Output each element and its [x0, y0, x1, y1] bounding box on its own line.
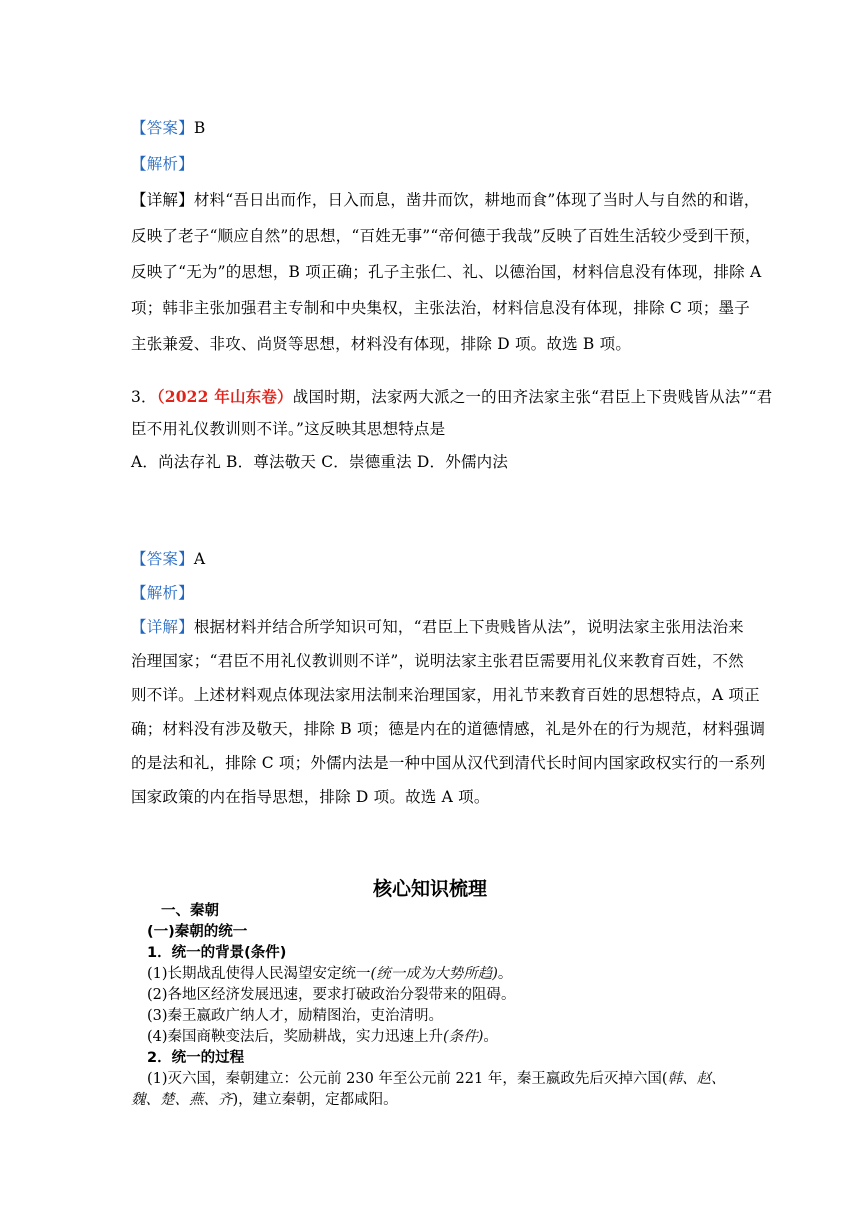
item-title: 2．统一的过程 [147, 1050, 245, 1066]
q3-answer-line [131, 542, 741, 576]
item-end: 。 [483, 1029, 498, 1045]
question-number: 3． [131, 388, 157, 406]
q3-detail-line: 则不详。上述材料观点体现法家用法制来治理国家，用礼节来教育百姓的思想特点，A 项正 [131, 686, 760, 704]
answer-value: A [193, 550, 206, 568]
item-note: (统一成为大势所趋) [370, 966, 498, 982]
q3-detail-line: 国家政策的内在指导思想，排除 D 项。故选 A 项。 [131, 788, 490, 806]
list-item [131, 1069, 743, 1090]
item-note: (条件) [443, 1029, 484, 1045]
detail-text: 材料“吾日出而作，日入而息，凿井而饮，耕地而食”体现了当时人与自然的和谐， [193, 191, 760, 209]
detail-label: 【详解】 [131, 191, 194, 209]
q2-answer-block [131, 110, 762, 362]
q3-detail-line: 治理国家；“君臣不用礼仪教训则不详”，说明法家主张君臣需要用礼仪来教育百姓，不然 [131, 652, 744, 670]
detail-text: 根据材料并结合所学知识可知，“君臣上下贵贱皆从法”，说明法家主张用法治来 [193, 618, 744, 636]
item-end: 。 [497, 966, 513, 982]
item-note: 韩、赵、 [667, 1071, 726, 1087]
item-text: (1)长期战乱使得人民渴望安定统一 [147, 966, 371, 982]
list-item [131, 1006, 743, 1027]
item-text: )，建立秦朝，定都咸阳。 [232, 1092, 398, 1108]
q3-stem-line [131, 380, 773, 413]
item-text: (4)秦国商鞅变法后，奖励耕战，实力迅速上升 [147, 1029, 444, 1045]
question-source: （2022 年山东卷） [156, 387, 293, 406]
list-item [131, 1027, 743, 1048]
section-title: 一、秦朝 [161, 903, 219, 919]
q2-detail-line: 项；韩非主张加强君主专制和中央集权，主张法治，材料信息没有体现，排除 C 项；墨子 [131, 299, 750, 317]
section-heading: 核心知识梳理 [372, 878, 487, 900]
item-text: (1)灭六国，秦朝建立：公元前 230 年至公元前 221 年，秦王嬴政先后灭掉六国( [147, 1071, 668, 1087]
detail-label: 【详解】 [131, 618, 194, 636]
answer-label: 【答案】 [131, 550, 194, 568]
q3-question-block [131, 380, 773, 479]
knowledge-section [131, 901, 743, 1111]
list-item [131, 964, 743, 985]
q3-analysis-line [131, 576, 741, 610]
q3-detail-line: 的是法和礼，排除 C 项；外儒内法是一种中国从汉代到清代长时间内国家政权实行的一系列 [131, 754, 766, 772]
q3-answer-block [131, 542, 766, 814]
subsection-title: (一)秦朝的统一 [147, 924, 248, 940]
q3-stem-line: 臣不用礼仪教训则不详。”这反映其思想特点是 [131, 420, 446, 438]
q2-answer-line [131, 110, 741, 146]
answer-label: 【答案】 [131, 119, 194, 137]
list-item-continuation [131, 1090, 743, 1111]
item-note: 魏、楚、燕、齐 [131, 1092, 233, 1108]
q2-detail-line: 反映了老子“顺应自然”的思想，“百姓无事”“帝何德于我哉”反映了百姓生活较少受到干预， [131, 227, 761, 245]
q3-detail-line [131, 610, 744, 644]
q2-detail-line [131, 182, 760, 218]
q3-detail-line: 确；材料没有涉及敬天，排除 B 项；德是内在的道德情感，礼是外在的行为规范，材料强调 [131, 720, 766, 738]
q2-analysis-line [131, 146, 741, 182]
q3-options: A．尚法存礼 B．尊法敬天 C．崇德重法 D．外儒内法 [131, 453, 509, 471]
answer-value: B [193, 119, 206, 137]
item-text: (3)秦王嬴政广纳人才，励精图治，吏治清明。 [147, 1008, 444, 1024]
item-text: (2)各地区经济发展迅速，要求打破政治分裂带来的阻碍。 [147, 987, 516, 1003]
list-item [131, 985, 743, 1006]
question-stem: 战国时期，法家两大派之一的田齐法家主张“君臣上下贵贱皆从法”“君 [292, 388, 773, 406]
q2-detail-line: 反映了“无为”的思想，B 项正确；孔子主张仁、礼、以德治国，材料信息没有体现，排除 A [131, 263, 762, 281]
q2-detail-line: 主张兼爱、非攻、尚贤等思想，材料没有体现，排除 D 项。故选 B 项。 [131, 335, 632, 353]
analysis-label: 【解析】 [131, 584, 194, 602]
item-title: 1．统一的背景(条件) [147, 945, 287, 961]
analysis-label: 【解析】 [131, 155, 194, 173]
